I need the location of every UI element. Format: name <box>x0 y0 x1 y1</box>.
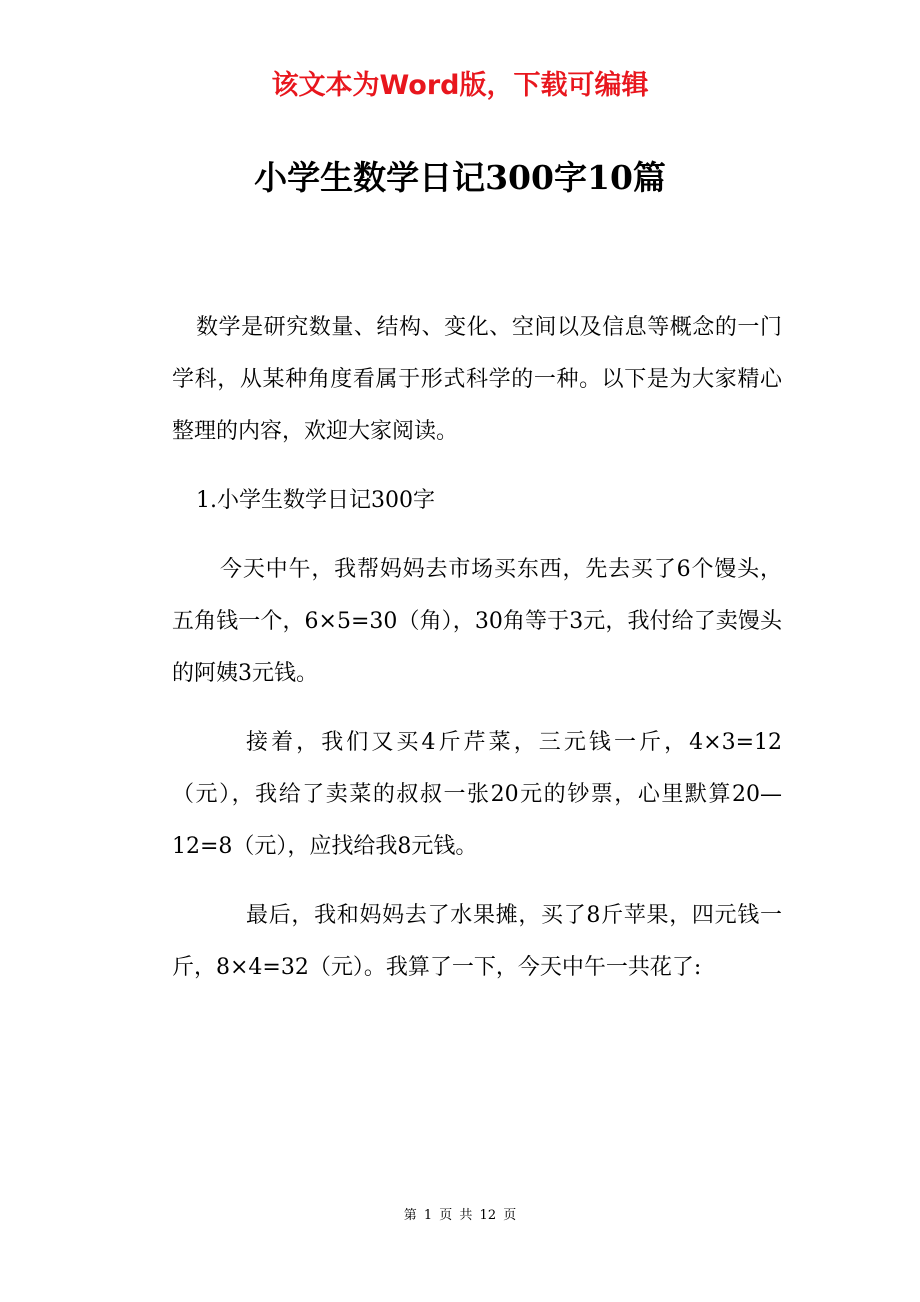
document-body <box>172 302 782 1011</box>
body-paragraph: 最后，我和妈妈去了水果摊，买了8斤苹果，四元钱一斤，8×4=32（元）。我算了一下，今天中午一共花了: <box>172 903 782 980</box>
download-banner: 该文本为Word版，下载可编辑 <box>271 70 649 101</box>
section-heading: 1.小学生数学日记300字 <box>196 488 435 513</box>
page-number: 第 1 页 共 12 页 <box>403 1208 517 1223</box>
document-title: 小学生数学日记300字10篇 <box>254 158 666 197</box>
body-paragraph: 今天中午，我帮妈妈去市场买东西，先去买了6个馒头，五角钱一个，6×5=30（角），30角等于3元，我付给了卖馒头的阿姨3元钱。 <box>172 557 782 686</box>
body-paragraph: 接着，我们又买4斤芹菜，三元钱一斤，4×3=12（元），我给了卖菜的叔叔一张20元的钞票，心里默算20—12=8（元），应找给我8元钱。 <box>172 730 782 859</box>
intro-paragraph: 数学是研究数量、结构、变化、空间以及信息等概念的一门学科，从某种角度看属于形式科学的一种。以下是为大家精心整理的内容，欢迎大家阅读。 <box>172 315 782 444</box>
